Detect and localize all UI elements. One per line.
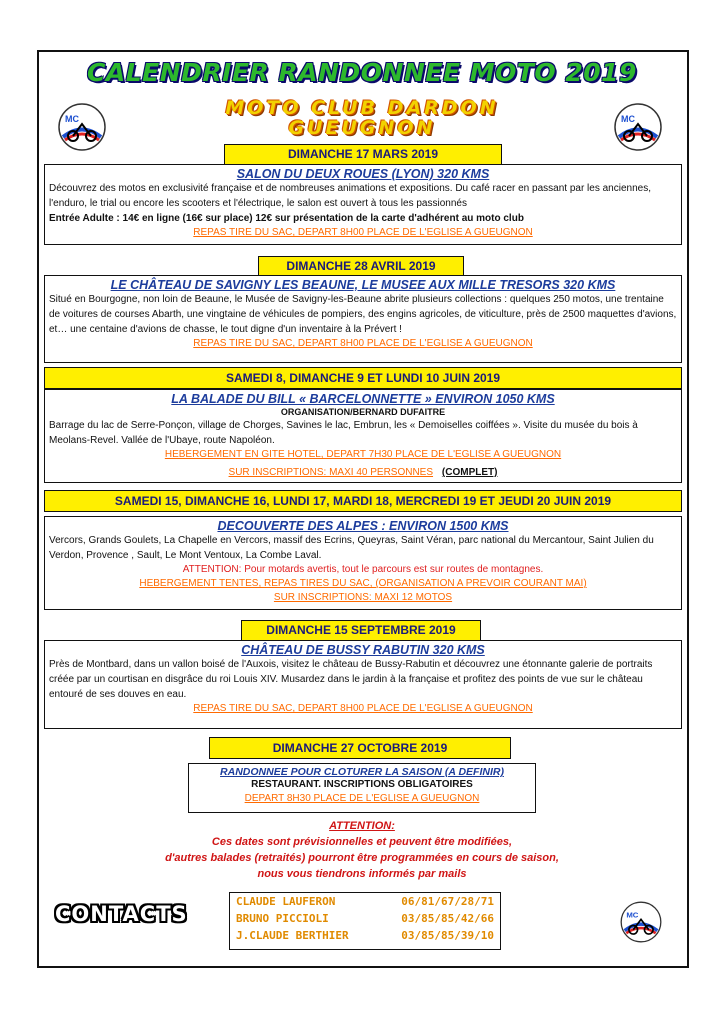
event-date: DIMANCHE 27 OCTOBRE 2019: [209, 737, 511, 759]
contacts-heading: CONTACTS: [55, 902, 188, 926]
svg-text:MC: MC: [65, 114, 79, 124]
contact-row: [230, 927, 500, 944]
contact-phone: 06/81/67/28/71: [401, 895, 494, 908]
moto-club-logo-icon: [53, 102, 111, 152]
event-card: [44, 275, 682, 363]
event-description: Découvrez des motos en exclusivité française et de nombreuses animations et expositions. Du café racer en passant par les anciennes, l'enduro, le trial ou encore les scooters et l'électrique, le salon est ouvert à tous les passionnés: [49, 183, 651, 209]
event-registration: SUR INSCRIPTIONS: MAXI 12 MOTOS: [273, 592, 453, 603]
contact-phone: 03/85/85/42/66: [401, 912, 494, 925]
event-title: DECOUVERTE DES ALPES : ENVIRON 1500 KMS: [217, 519, 509, 533]
event-warning: ATTENTION: Pour motards avertis, tout le parcours est sur routes de montagnes.: [182, 564, 544, 575]
event-departure-info: REPAS TIRE DU SAC, DEPART 8H00 PLACE DE L'EGLISE A GUEUGNON: [193, 703, 533, 714]
moto-club-logo-icon: [616, 899, 666, 945]
event-description: Vercors, Grands Goulets, La Chapelle en Vercors, massif des Ecrins, Queyras, Saint Véran, parc national du Mercantour, Saint Julien du Verdon, Provence , Sault, Le Mont Ventoux, La Combe Laval.: [49, 535, 654, 561]
event-restaurant: RESTAURANT. INSCRIPTIONS OBLIGATOIRES: [251, 779, 473, 790]
event-registration-line: [45, 464, 681, 480]
event-registration: SUR INSCRIPTIONS: MAXI 40 PERSONNES: [228, 467, 434, 478]
notice-line: Ces dates sont prévisionnelles et peuvent être modifiées,: [211, 836, 513, 848]
contact-phone: 03/85/85/39/10: [401, 929, 494, 942]
contacts-list: [229, 892, 501, 950]
event-card: [44, 516, 682, 610]
contact-name: CLAUDE LAUFERON: [236, 895, 336, 908]
event-departure-info: DEPART 8H30 PLACE DE L'EGLISE A GUEUGNON: [244, 793, 480, 804]
event-title: LE CHÂTEAU DE SAVIGNY LES BEAUNE, LE MUSEE AUX MILLE TRESORS 320 KMS: [110, 278, 616, 292]
event-date: DIMANCHE 28 AVRIL 2019: [258, 256, 464, 276]
notice-line: d'autres balades (retraités) pourront être programmées en cours de saison,: [165, 852, 559, 864]
event-title: SALON DU DEUX ROUES (LYON) 320 KMS: [236, 167, 490, 181]
contact-row: [230, 893, 500, 910]
moto-club-logo-icon: [609, 102, 667, 152]
svg-text:MC: MC: [626, 910, 639, 920]
event-date: DIMANCHE 15 SEPTEMBRE 2019: [241, 620, 481, 641]
event-date: SAMEDI 15, DIMANCHE 16, LUNDI 17, MARDI 18, MERCREDI 19 ET JEUDI 20 JUIN 2019: [44, 490, 682, 512]
event-lodging-info: HEBERGEMENT TENTES, REPAS TIRES DU SAC, (ORGANISATION A PREVOIR COURANT MAI): [139, 578, 587, 589]
club-name: MOTO CLUB DARDON: [225, 97, 499, 119]
event-departure-info: REPAS TIRE DU SAC, DEPART 8H00 PLACE DE L'EGLISE A GUEUGNON: [193, 338, 533, 349]
contact-row: [230, 910, 500, 927]
event-status-badge: (COMPLET): [441, 467, 498, 478]
svg-text:MC: MC: [621, 114, 635, 124]
notice-heading: ATTENTION:: [329, 820, 395, 832]
event-organisation: ORGANISATION/BERNARD DUFAITRE: [280, 407, 446, 417]
event-lodging-info: HEBERGEMENT EN GITE HOTEL, DEPART 7H30 PLACE DE L'EGLISE A GUEUGNON: [164, 449, 562, 460]
contact-name: J.CLAUDE BERTHIER: [236, 929, 349, 942]
event-description: Situé en Bourgogne, non loin de Beaune, le Musée de Savigny-les-Beaune abrite plusieurs collections : quelques 250 motos, une trentaine de voitures de courses Abarth, une vingtaine de véhicules de pompiers, des engins agricoles, de viticulture, près de 2500 maquettes d'avions, et… une centaine d'avions de chasse, le tout digne d'un inventaire à la Prévert !: [49, 294, 677, 335]
event-description: Barrage du lac de Serre-Ponçon, village de Chorges, Savines le lac, Embrun, les « Demoiselles coiffées ». Visite du musée du bois à Meolans-Revel. Vallée de l'Ubaye, route Napoléon.: [49, 420, 638, 446]
page-title: CALENDRIER RANDONNEE MOTO 2019: [87, 58, 637, 87]
event-date: SAMEDI 8, DIMANCHE 9 ET LUNDI 10 JUIN 2019: [44, 367, 682, 389]
event-card: [44, 389, 682, 483]
event-title: CHÂTEAU DE BUSSY RABUTIN 320 KMS: [241, 643, 485, 657]
event-departure-info: REPAS TIRE DU SAC, DEPART 8H00 PLACE DE L'EGLISE A GUEUGNON: [193, 227, 533, 238]
event-card: [44, 164, 682, 245]
event-date: DIMANCHE 17 MARS 2019: [224, 144, 502, 165]
event-card: [188, 763, 536, 813]
event-title: RANDONNEE POUR CLOTURER LA SAISON (A DEFINIR): [220, 766, 504, 778]
event-description: Près de Montbard, dans un vallon boisé de l'Auxois, visitez le château de Bussy-Rabutin et découvrez une étonnante galerie de portraits créée par un courtisan en disgrâce du roi Louis XIV. Musardez dans le jardin à la française et profitez des points de vue sur le château entouré de ses douves en eau.: [49, 659, 653, 700]
contact-name: BRUNO PICCIOLI: [236, 912, 329, 925]
club-city: GUEUGNON: [288, 117, 436, 139]
event-title: LA BALADE DU BILL « BARCELONNETTE » ENVIRON 1050 KMS: [171, 392, 555, 406]
event-entry-price: Entrée Adulte : 14€ en ligne (16€ sur place) 12€ sur présentation de la carte d'adhérent au moto club: [49, 213, 524, 224]
event-card: [44, 640, 682, 729]
notice-line: nous vous tiendrons informés par mails: [257, 868, 467, 880]
